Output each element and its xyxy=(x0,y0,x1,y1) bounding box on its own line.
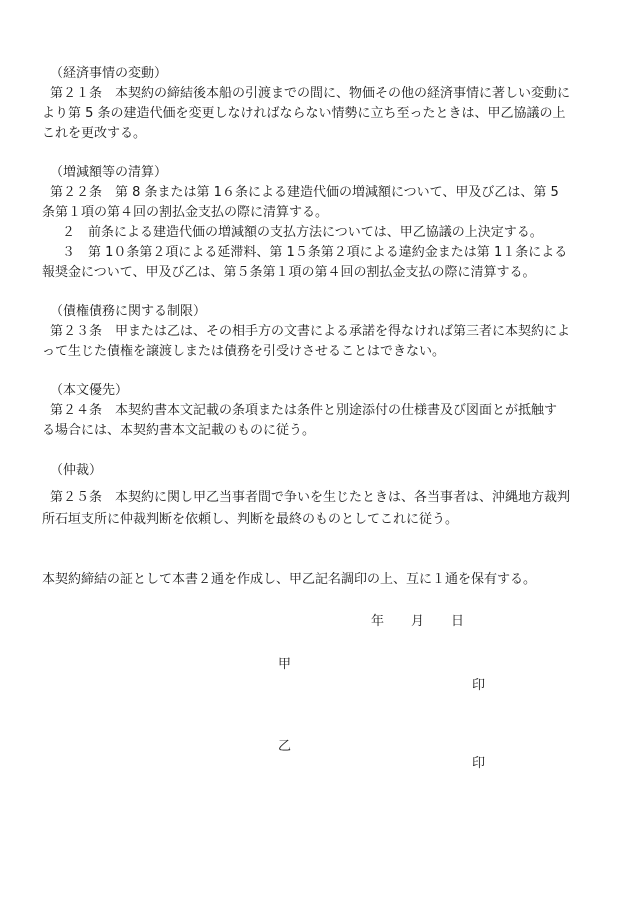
article-text-line: 第２３条 甲または乙は、その相手方の文書による承諾を得なければ第三者に本契約によ xyxy=(50,324,571,339)
article-text-line: ３ 第 1０条第２項による延滞料、第 1５条第２項による違約金または第 1１条による xyxy=(62,245,568,260)
date-month: 月 xyxy=(411,614,425,629)
article-text-line: 所石垣支所に仲裁判断を依頼し、判断を最終のものとしてこれに従う。 xyxy=(42,512,459,527)
article-text-line: ２ 前条による建造代価の増減額の支払方法については、甲乙協議の上決定する。 xyxy=(62,225,543,240)
article-heading: （経済事情の変動） xyxy=(50,66,168,81)
article-text-line: これを更改する。 xyxy=(42,126,147,141)
article-heading: （債権債務に関する制限） xyxy=(50,304,207,319)
article-text-line: より第 5 条の建造代価を変更しなければならない情勢に立ち至ったときは、甲乙協議の上 xyxy=(42,106,566,121)
article-heading: （仲裁） xyxy=(50,463,103,478)
party-b-label: 乙 xyxy=(278,739,292,754)
closing-statement: 本契約締結の証として本書２通を作成し、甲乙記名調印の上、互に１通を保有する。 xyxy=(42,572,537,587)
date-year: 年 xyxy=(371,614,385,629)
article-text-line: 報奨金について、甲及び乙は、第５条第１項の第４回の割払金支払の際に清算する。 xyxy=(42,265,536,280)
article-text-line: 第２２条 第 8 条または第 1６条による建造代価の増減額について、甲及び乙は、第 5 xyxy=(50,185,559,200)
article-text-line: 条第１項の第４回の割払金支払の際に清算する。 xyxy=(42,205,329,220)
article-text-line: 第２５条 本契約に関し甲乙当事者間で争いを生じたときは、各当事者は、沖縄地方裁判 xyxy=(50,490,571,505)
party-a-label: 甲 xyxy=(278,657,292,672)
article-text-line: る場合には、本契約書本文記載のものに従う。 xyxy=(42,423,316,438)
party-a-seal: 印 xyxy=(472,678,486,693)
article-text-line: って生じた債権を譲渡しまたは債務を引受けさせることはできない。 xyxy=(42,344,446,359)
article-text-line: 第２１条 本契約の締結後本船の引渡までの間に、物価その他の経済事情に著しい変動に xyxy=(50,86,571,101)
party-b-seal: 印 xyxy=(472,756,486,771)
article-heading: （本文優先） xyxy=(50,383,129,398)
article-text-line: 第２４条 本契約書本文記載の条項または条件と別途添付の仕様書及び図面とが抵触す xyxy=(50,403,558,418)
article-heading: （増減額等の清算） xyxy=(50,165,168,180)
date-day: 日 xyxy=(451,614,465,629)
